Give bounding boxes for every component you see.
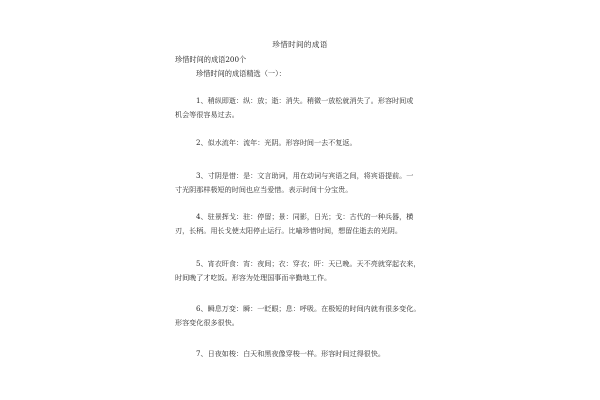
idiom-entry-4 [175, 210, 414, 238]
document-subtitle: 珍惜时间的成语200个 [175, 55, 247, 64]
idiom-entry-3 [175, 169, 414, 197]
entry-continuation: 形容变化很多很快。 [175, 318, 239, 327]
entry-text: 4、驻景挥戈：驻：停留；景：同影，日光；戈：古代的一种兵器，横 [196, 212, 414, 221]
idiom-entry-7 [175, 347, 411, 361]
idiom-entry-6 [175, 302, 421, 330]
entry-text: 7、日夜如梭：白天和黑夜像穿梭一样。形容时间过得很快。 [196, 349, 385, 358]
idiom-entry-5 [175, 257, 421, 285]
entry-text: 2、似水流年：流年：光阴。形容时间一去不复返。 [196, 138, 357, 147]
idiom-entry-2 [175, 136, 411, 150]
entry-text: 3、寸阴是惜：是：文言助词，用在动词与宾语之间，将宾语提前。一 [196, 171, 414, 180]
entry-continuation: 刃，长柄。用长戈使太阳停止运行。比喻珍惜时间，想留住逝去的光阴。 [175, 226, 402, 235]
section-heading: 珍惜时间的成语精选（一）： [196, 69, 286, 78]
entry-text: 1、稍纵即逝：纵：放；逝：消失。稍微一放松就消失了。形容时间或 [196, 96, 414, 105]
entry-continuation: 机会等很容易过去。 [175, 110, 239, 119]
entry-continuation: 寸光阴那样极短的时间也应当爱惜。表示时间十分宝贵。 [175, 185, 353, 194]
entry-text: 5、宵衣旰食：宵：夜间；衣：穿衣；旰：天已晚。天不亮就穿起衣来， [196, 259, 421, 268]
page-title: 珍惜时间的成语 [272, 40, 328, 49]
idiom-entry-1 [175, 94, 414, 122]
entry-continuation: 时间晚了才吃饭。形容为处理国事而辛勤地工作。 [175, 273, 332, 282]
entry-text: 6、瞬息万变：瞬：一眨眼；息：呼吸。在极短的时间内就有很多变化。 [196, 304, 421, 313]
